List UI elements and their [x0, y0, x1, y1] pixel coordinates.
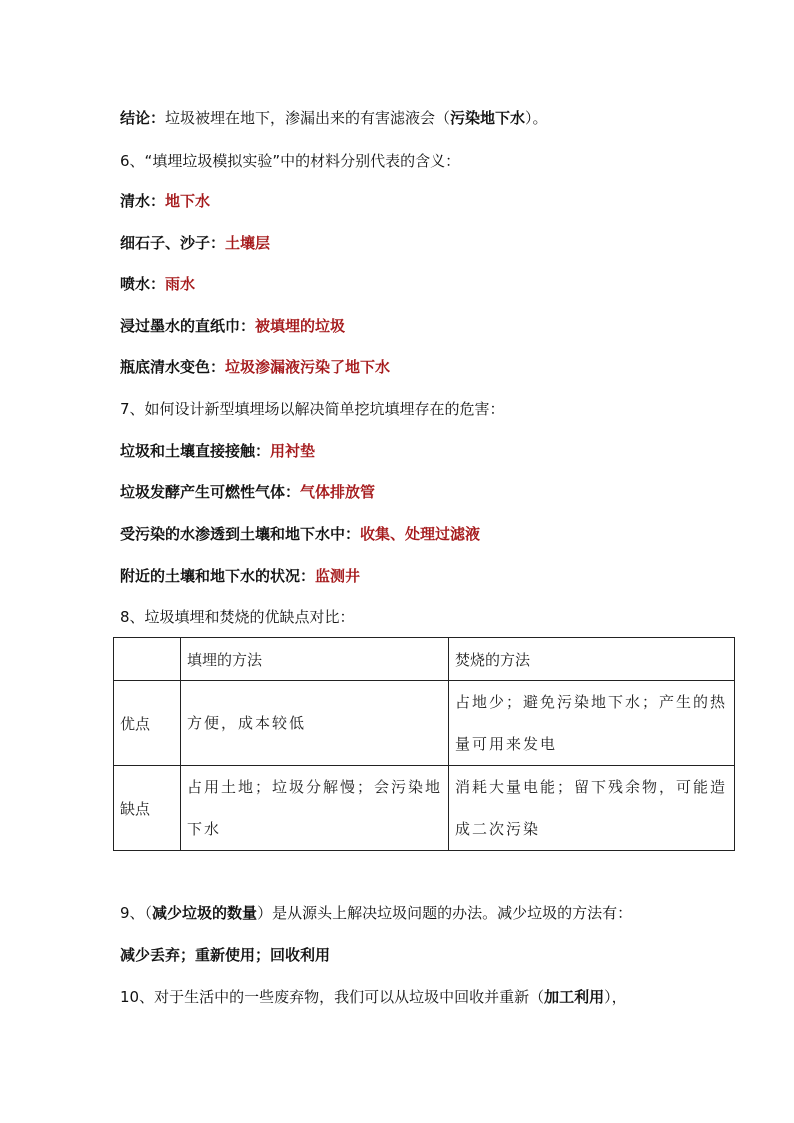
q10-pre: 10、对于生活中的一些废弃物，我们可以从垃圾中回收并重新（ — [120, 988, 545, 1006]
q9-pre: 9、（ — [120, 904, 153, 922]
q6-heading: 6、“填埋垃圾模拟实验”中的材料分别代表的含义： — [120, 152, 461, 170]
conclusion-line — [120, 108, 548, 128]
item-label: 细石子、沙子： — [120, 234, 226, 252]
q6-item-paper — [120, 316, 345, 336]
landfill-cell: 方便，成本较低 — [181, 681, 449, 766]
q7-item-liner — [120, 441, 315, 461]
item-answer: 垃圾渗漏液污染了地下水 — [225, 358, 391, 376]
q7-item-monitor — [120, 566, 360, 586]
q7-heading: 7、如何设计新型填埋场以解决简单挖坑填埋存在的危害： — [120, 400, 505, 418]
item-label: 受污染的水渗透到土壤和地下水中： — [120, 525, 361, 543]
item-answer: 用衬垫 — [270, 442, 316, 460]
q7-item-leachate — [120, 524, 480, 544]
table-header-cell: 焚烧的方法 — [449, 638, 735, 681]
item-answer: 雨水 — [165, 275, 196, 293]
item-label: 清水： — [120, 192, 166, 210]
q9-post: ）是从源头上解决垃圾问题的办法。减少垃圾的方法有： — [257, 904, 633, 922]
item-answer: 被填埋的垃圾 — [255, 317, 346, 335]
q6-item-spray — [120, 274, 195, 294]
incinerate-cell: 消耗大量电能；留下残余物，可能造成二次污染 — [449, 766, 735, 851]
item-label: 垃圾和土壤直接接触： — [120, 442, 271, 460]
table-row — [114, 766, 735, 851]
item-label: 喷水： — [120, 275, 166, 293]
q7-item-gas — [120, 482, 375, 502]
q10-line — [120, 987, 627, 1007]
incinerate-cell: 占地少；避免污染地下水；产生的热量可用来发电 — [449, 681, 735, 766]
item-label: 附近的土壤和地下水的状况： — [120, 567, 316, 585]
item-answer: 气体排放管 — [300, 483, 376, 501]
row-label: 缺点 — [114, 766, 181, 851]
item-answer: 地下水 — [165, 192, 211, 210]
item-label: 垃圾发酵产生可燃性气体： — [120, 483, 301, 501]
table-header-row — [114, 638, 735, 681]
item-answer: 收集、处理过滤液 — [360, 525, 481, 543]
comparison-table — [113, 637, 735, 851]
item-label: 瓶底清水变色： — [120, 358, 226, 376]
q8-heading: 8、垃圾填埋和焚烧的优缺点对比： — [120, 608, 355, 626]
conclusion-text: 垃圾被埋在地下，渗漏出来的有害滤液会（ — [165, 109, 451, 127]
item-label: 浸过墨水的直纸巾： — [120, 317, 256, 335]
q6-item-stones — [120, 233, 270, 253]
q6-item-bottle — [120, 357, 390, 377]
table-row — [114, 681, 735, 766]
table-header-cell: 填埋的方法 — [181, 638, 449, 681]
landfill-cell: 占用土地；垃圾分解慢；会污染地下水 — [181, 766, 449, 851]
q9-line — [120, 903, 632, 923]
item-answer: 监测井 — [315, 567, 361, 585]
table-header-cell — [114, 638, 181, 681]
conclusion-end: ）。 — [525, 109, 548, 127]
q6-item-water — [120, 191, 210, 211]
q9-answer: 减少垃圾的数量 — [152, 904, 258, 922]
q10-answer: 加工利用 — [544, 988, 605, 1006]
item-answer: 土壤层 — [225, 234, 271, 252]
q9-methods: 减少丢弃；重新使用；回收利用 — [120, 946, 331, 964]
conclusion-answer: 污染地下水 — [450, 109, 526, 127]
row-label: 优点 — [114, 681, 181, 766]
q10-post: ）， — [604, 988, 627, 1006]
conclusion-label: 结论： — [120, 109, 166, 127]
